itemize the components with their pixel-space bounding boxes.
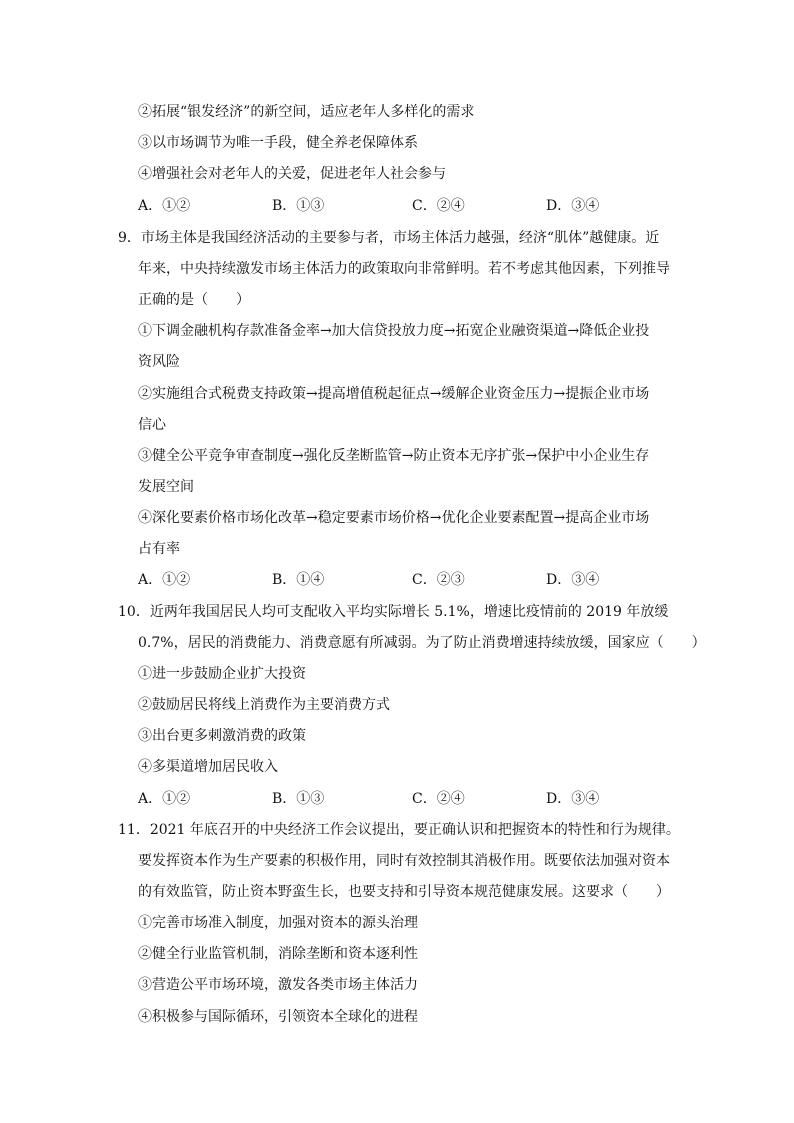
q11-item-4: ④积极参与国际循环，引领资本全球化的进程: [138, 1009, 418, 1025]
option-d: D．③④: [546, 198, 600, 214]
q10-stem-line-2: 0.7%，居民的消费能力、消费意愿有所减弱。为了防止消费增速持续放缓，国家应（ ）: [138, 635, 706, 651]
option-b: B．①③: [272, 198, 325, 214]
q9-item-4a: ④深化要素价格市场化改革→稳定要素市场价格→优化企业要素配置→提高企业市场: [138, 510, 650, 526]
option-a: A．①②: [138, 791, 191, 807]
option-b: B．①④: [272, 572, 325, 588]
option-c: C．②③: [412, 572, 465, 588]
option-d: D．③④: [546, 572, 600, 588]
option-b: B．①③: [272, 791, 325, 807]
option-a: A．①②: [138, 198, 191, 214]
q10-item-2: ②鼓励居民将线上消费作为主要消费方式: [138, 697, 390, 713]
q11-stem-line-1: 11．2021 年底召开的中央经济工作会议提出，要正确认识和把握资本的特性和行为规律。: [118, 822, 680, 838]
q11-item-2: ②健全行业监管机制，消除垄断和资本逐利性: [138, 946, 418, 962]
q10-stem-line-1: 10．近两年我国居民人均可支配收入平均实际增长 5.1%，增速比疫情前的 2019 年放缓: [118, 604, 669, 620]
prev-item-2: ②拓展“银发经济”的新空间，适应老年人多样化的需求: [138, 104, 475, 120]
option-c: C．②④: [412, 791, 465, 807]
q9-item-3a: ③健全公平竞争审查制度→强化反垄断监管→防止资本无序扩张→保护中小企业生存: [138, 448, 650, 464]
q9-item-1a: ①下调金融机构存款准备金率→加大信贷投放力度→拓宽企业融资渠道→降低企业投: [138, 323, 650, 339]
q9-item-1b: 资风险: [138, 354, 180, 370]
prev-item-4: ④增强社会对老年人的关爱，促进老年人社会参与: [138, 166, 446, 182]
option-d: D．③④: [546, 791, 600, 807]
q9-stem-line-2: 年来，中央持续激发市场主体活力的政策取向非常鲜明。若不考虑其他因素，下列推导: [138, 261, 670, 277]
q9-item-2a: ②实施组合式税费支持政策→提高增值税起征点→缓解企业资金压力→提振企业市场: [138, 386, 650, 402]
option-c: C．②④: [412, 198, 465, 214]
q9-item-3b: 发展空间: [138, 479, 194, 495]
q9-item-4b: 占有率: [138, 541, 180, 557]
q11-stem-line-3: 的有效监管，防止资本野蛮生长，也要支持和引导资本规范健康发展。这要求（ ）: [138, 884, 670, 900]
q11-item-1: ①完善市场准入制度，加强对资本的源头治理: [138, 915, 418, 931]
q11-stem-line-2: 要发挥资本作为生产要素的积极作用，同时有效控制其消极作用。既要依法加强对资本: [138, 853, 670, 869]
q10-item-1: ①进一步鼓励企业扩大投资: [138, 666, 306, 682]
q9-stem-line-1: 9．市场主体是我国经济活动的主要参与者，市场主体活力越强，经济“肌体”越健康。近: [118, 230, 660, 246]
q10-item-4: ④多渠道增加居民收入: [138, 759, 278, 775]
q10-item-3: ③出台更多刺激消费的政策: [138, 728, 306, 744]
q11-item-3: ③营造公平市场环境，激发各类市场主体活力: [138, 977, 418, 993]
q9-item-2b: 信心: [138, 417, 166, 433]
prev-item-3: ③以市场调节为唯一手段，健全养老保障体系: [138, 135, 418, 151]
option-a: A．①②: [138, 572, 191, 588]
q9-stem-line-3: 正确的是（ ）: [138, 292, 250, 308]
